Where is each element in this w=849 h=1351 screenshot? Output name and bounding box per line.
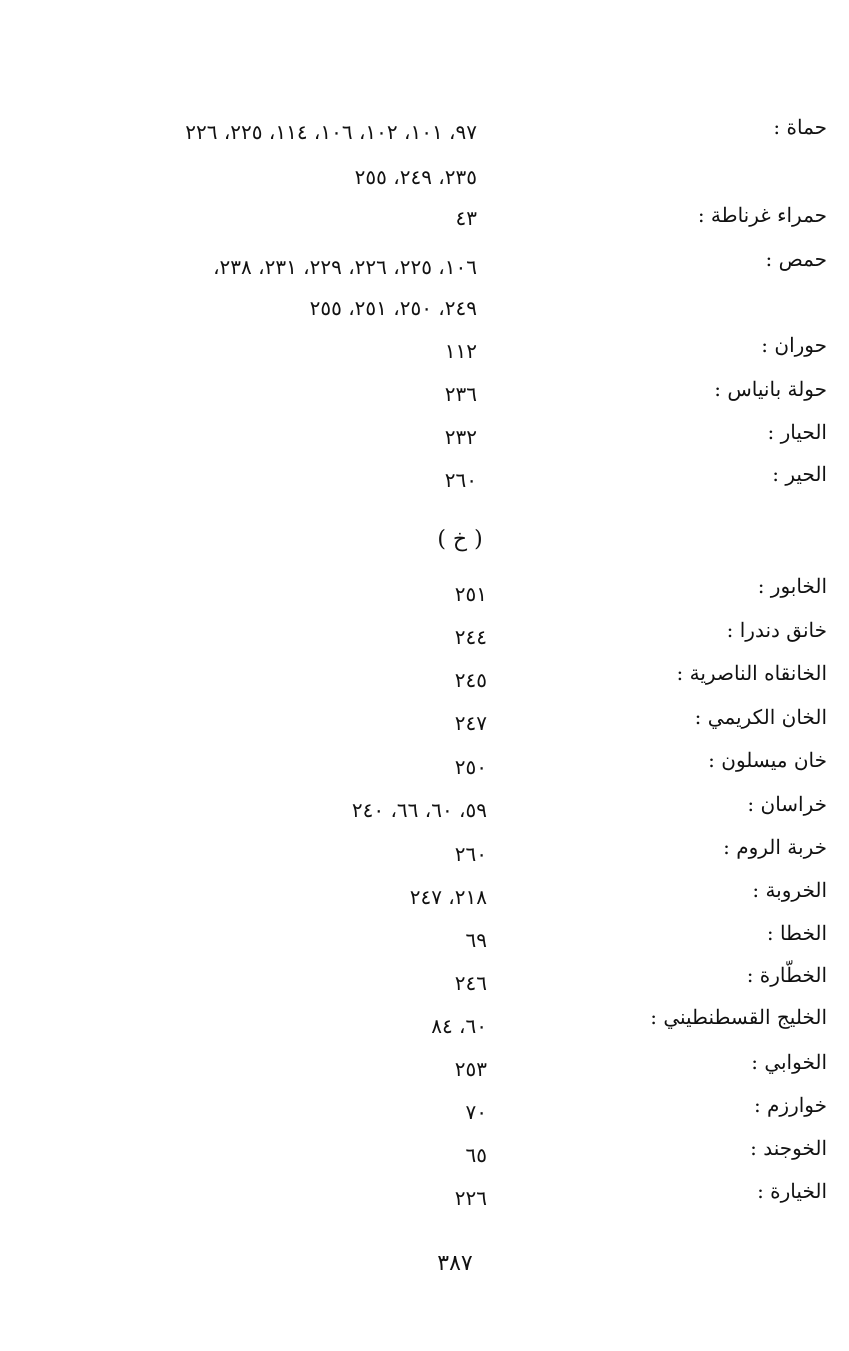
section-letter-heading: ( خ ) xyxy=(437,527,483,552)
index-pages: ١١٢ xyxy=(444,339,477,363)
index-term: الحير : xyxy=(772,462,827,486)
index-term: الخوجند : xyxy=(750,1136,827,1160)
index-pages: ٢٥٣ xyxy=(454,1057,487,1081)
index-pages: ٢٥٠ xyxy=(454,755,487,779)
index-pages: ٤٣ xyxy=(455,206,477,230)
index-term: الخان الكريمي : xyxy=(694,705,827,729)
index-term: الحيار : xyxy=(767,420,827,444)
index-pages: ٥٩، ٦٠، ٦٦، ٢٤٠ xyxy=(351,798,487,822)
index-term: الخطّارة : xyxy=(746,963,827,987)
index-pages: ٢١٨، ٢٤٧ xyxy=(409,885,487,909)
index-pages: ٢٤٦ xyxy=(454,971,487,995)
index-pages: ٦٩ xyxy=(465,928,487,952)
index-term: الخطا : xyxy=(766,921,827,945)
index-pages: ٧٠ xyxy=(465,1100,487,1124)
index-pages-continued: ٢٤٩، ٢٥٠، ٢٥١، ٢٥٥ xyxy=(309,296,477,320)
index-term: الخوابي : xyxy=(751,1050,827,1074)
index-term: الخروبة : xyxy=(752,878,827,902)
index-term: حولة بانياس : xyxy=(714,377,827,401)
index-pages: ٢٣٦ xyxy=(444,382,477,406)
index-pages: ٢٤٧ xyxy=(454,711,487,735)
index-term: حمراء غرناطة : xyxy=(697,203,827,227)
index-term: حماة : xyxy=(773,115,827,139)
index-pages: ١٠٦، ٢٢٥، ٢٢٦، ٢٢٩، ٢٣١، ٢٣٨، xyxy=(213,255,477,279)
index-term: خانق دندرا : xyxy=(726,618,827,642)
index-term: الخابور : xyxy=(757,574,827,598)
index-pages: ٢٦٠ xyxy=(454,842,487,866)
index-term: خربة الروم : xyxy=(723,835,827,859)
index-term: حوران : xyxy=(761,333,827,357)
index-term: خوارزم : xyxy=(753,1093,827,1117)
index-pages: ٩٧، ١٠١، ١٠٢، ١٠٦، ١١٤، ٢٢٥، ٢٢٦ xyxy=(185,120,477,144)
index-term: الخانقاه الناصرية : xyxy=(676,661,827,685)
page-number: ٣٨٧ xyxy=(437,1251,473,1276)
index-pages: ٢٤٤ xyxy=(454,625,487,649)
index-term: خان ميسلون : xyxy=(708,748,827,772)
index-pages: ٦٠، ٨٤ xyxy=(431,1014,487,1038)
index-pages: ٢٥١ xyxy=(454,582,487,606)
index-pages: ٢٦٠ xyxy=(444,468,477,492)
index-term: الخيارة : xyxy=(757,1179,827,1203)
index-pages: ٢٤٥ xyxy=(454,668,487,692)
index-term: خراسان : xyxy=(747,792,827,816)
index-pages-continued: ٢٣٥، ٢٤٩، ٢٥٥ xyxy=(354,165,477,189)
index-pages: ٢٢٦ xyxy=(454,1186,487,1210)
index-term: الخليج القسطنطيني : xyxy=(650,1005,827,1029)
index-term: حمص : xyxy=(765,247,827,271)
index-pages: ٦٥ xyxy=(465,1143,487,1167)
index-pages: ٢٣٢ xyxy=(444,425,477,449)
